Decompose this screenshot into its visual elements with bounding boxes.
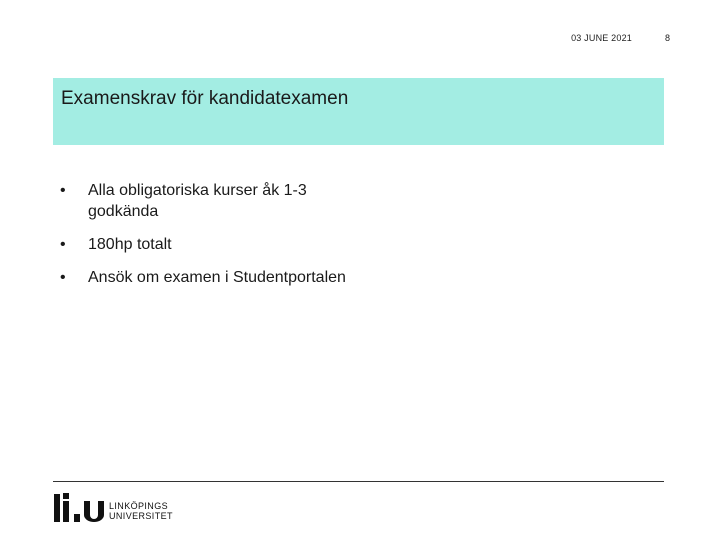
bullet-text: Alla obligatoriska kurser åk 1-3: [88, 182, 307, 199]
list-item: [60, 267, 620, 288]
bullet-text-continued: godkända: [88, 203, 159, 220]
logo-line-1: LINKÖPINGS: [109, 501, 169, 511]
bullet-text: Ansök om examen i Studentportalen: [88, 269, 346, 286]
logo-line-2: UNIVERSITET: [109, 511, 173, 521]
bullet-text: 180hp totalt: [88, 236, 172, 253]
bullet-marker: •: [60, 182, 66, 199]
footer-divider: [53, 481, 664, 482]
logo-wordmark: [109, 501, 173, 522]
bullet-list: [60, 180, 620, 300]
slide-date: 03 JUNE 2021: [571, 33, 632, 43]
page-number: 8: [664, 33, 670, 43]
bullet-marker: •: [60, 236, 66, 253]
list-item: [60, 180, 620, 222]
university-logo: [54, 492, 173, 522]
title-band: [53, 78, 664, 145]
list-item: [60, 234, 620, 255]
liu-logo-icon: [54, 492, 104, 522]
slide-title: Examenskrav för kandidatexamen: [61, 88, 349, 109]
bullet-marker: •: [60, 269, 66, 286]
